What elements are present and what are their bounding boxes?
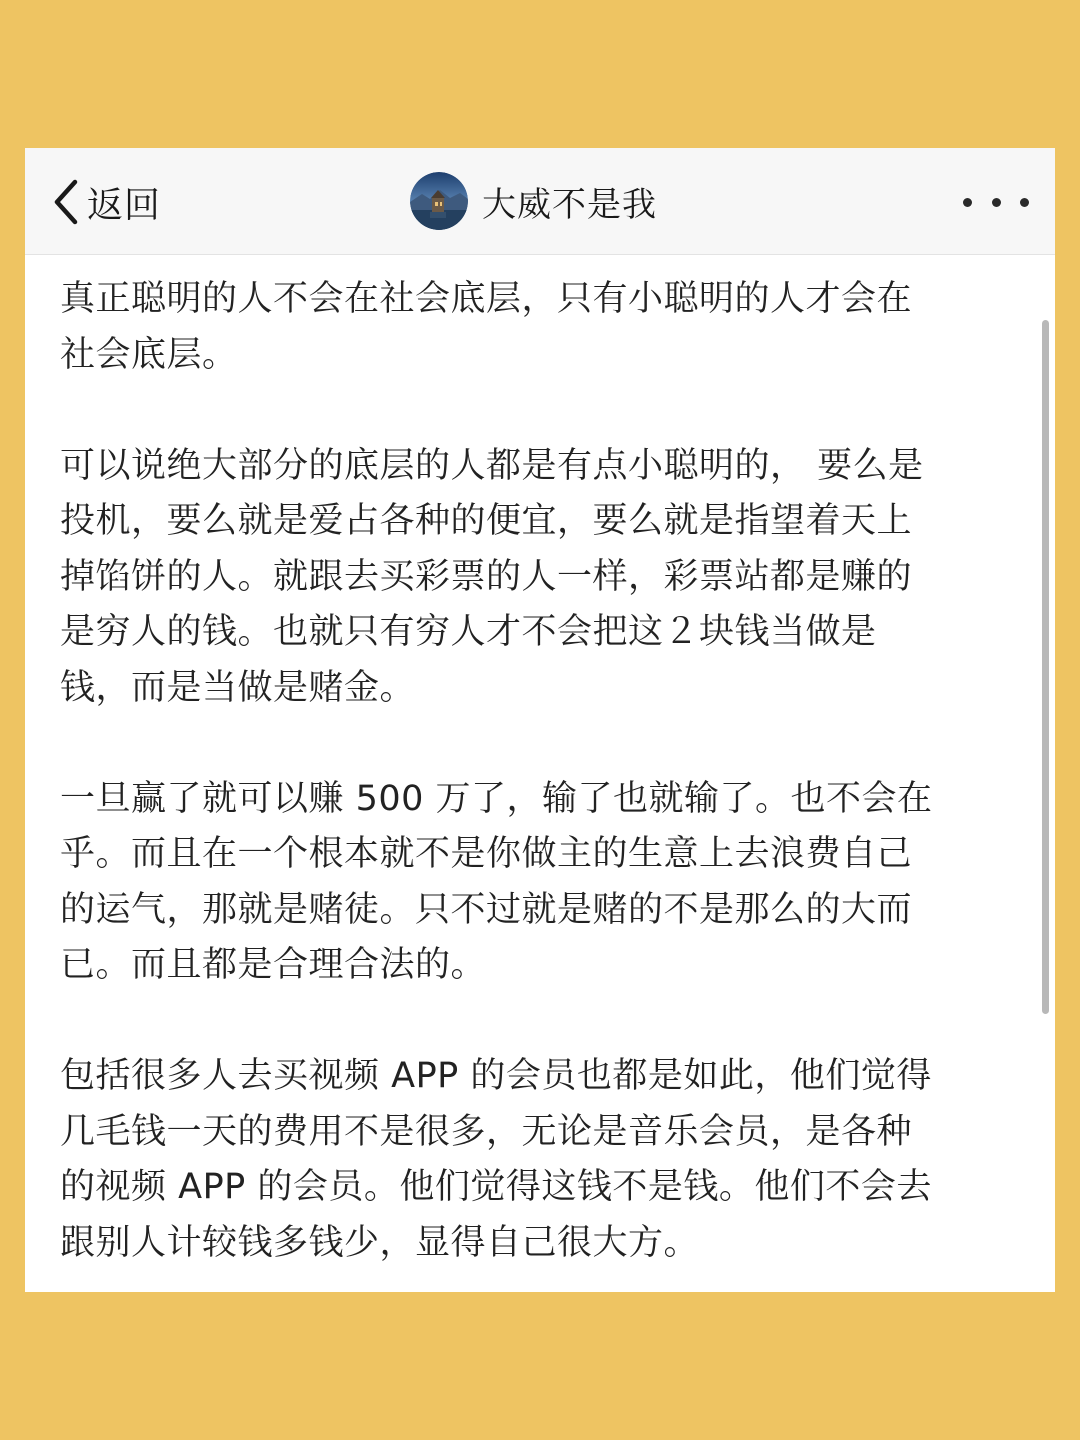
chevron-left-icon [51, 178, 81, 226]
back-label: 返回 [87, 184, 162, 226]
scrollbar[interactable] [1042, 320, 1049, 1014]
paragraph: 一旦赢了就可以赚 500 万了，输了也就输了。也不会在 乎。而且在一个根本就不是你做主的生意上去浪费自己 的运气，那就是赌徒。只不过就是赌的不是那么的大而 已。而且都是合理合法的。 [60, 778, 933, 985]
avatar[interactable] [410, 172, 468, 230]
profile-name: 大威不是我 [482, 184, 657, 225]
navigation-bar [25, 148, 1055, 255]
phone-screen [25, 148, 1055, 1292]
paragraph: 包括很多人去买视频 APP 的会员也都是如此，他们觉得 几毛钱一天的费用不是很多，无论是音乐会员，是各种 的视频 APP 的会员。他们觉得这钱不是钱。他们不会去 跟别人计较钱多钱少，显得自己很大方。 [60, 1056, 932, 1263]
more-horizontal-icon [1020, 198, 1029, 207]
more-horizontal-icon [992, 198, 1001, 207]
profile-header[interactable] [410, 170, 657, 232]
paragraph: 真正聪明的人不会在社会底层，只有小聪明的人才会在 社会底层。 [60, 279, 913, 375]
more-horizontal-icon [963, 198, 972, 207]
more-options-button[interactable] [963, 182, 1029, 222]
article-body [60, 272, 1020, 1292]
back-button[interactable] [51, 174, 161, 230]
paragraph: 可以说绝大部分的底层的人都是有点小聪明的， 要么是 投机，要么就是爱占各种的便宜，要么就是指望着天上 掉馅饼的人。就跟去买彩票的人一样，彩票站都是赚的 是穷人的钱。也就只有穷人才不会把这２块钱当做是 钱，而是当做是赌金。 [60, 445, 924, 708]
